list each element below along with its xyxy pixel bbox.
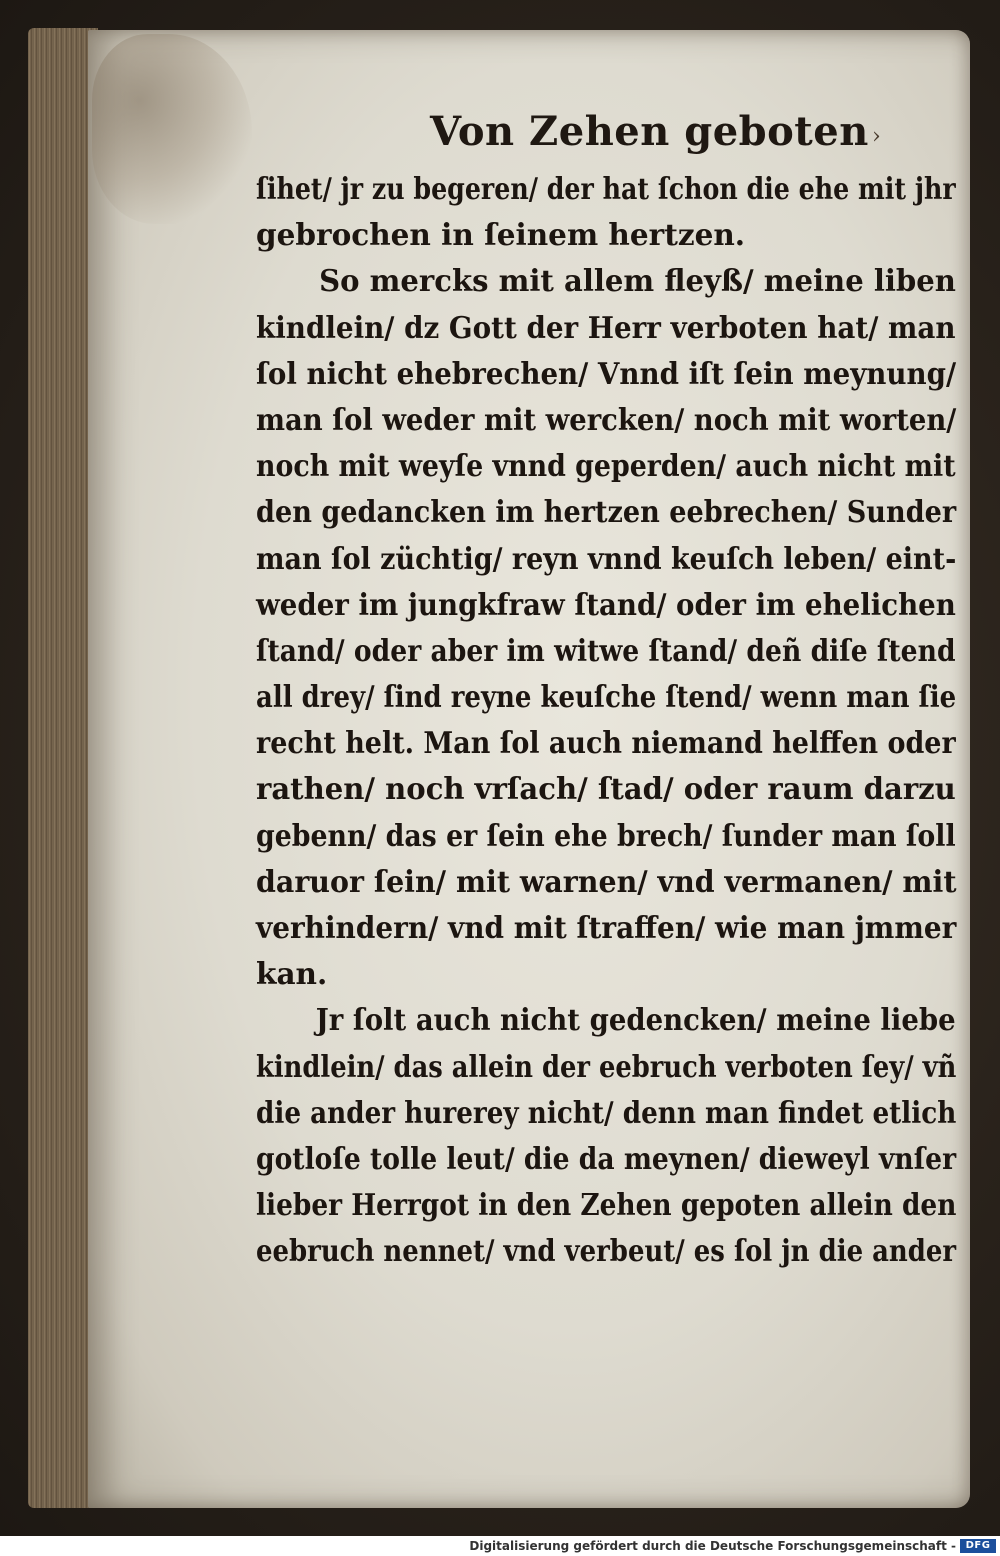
- text-line: kindlein/ dz Gott der Herr verboten hat/ man: [256, 309, 956, 345]
- text-line: verhindern/ vnd mit ſtraffen/ wie man jmmer: [256, 910, 957, 945]
- funding-credit: Digitalisierung gefördert durch die Deutsche Forschungsgemeinschaft -: [469, 1539, 956, 1553]
- text-line: gebrochen in ſeinem hertzen.: [256, 217, 746, 253]
- text-line: recht helt. Man ſol auch niemand helffen oder: [256, 725, 956, 761]
- text-line: all drey/ ſind reyne keuſche ſtend/ wenn man ſie: [256, 679, 957, 715]
- dfg-logo: DFG: [960, 1539, 996, 1553]
- text-line: kan.: [256, 956, 328, 992]
- text-line: man ſol weder mit wercken/ noch mit worten/: [256, 401, 957, 437]
- text-line: den gedancken im hertzen eebrechen/ Sunder: [256, 494, 957, 530]
- text-line: man ſol züchtig/ reyn vnnd keuſch leben/ eint-: [256, 540, 957, 576]
- text-line: gebenn/ das er ſein ehe brech/ ſunder man ſoll: [256, 817, 956, 853]
- text-line: ſihet/ jr zu begeren/ der hat ſchon die ehe mit jhr: [256, 171, 956, 206]
- text-line: weder im jungkfraw ſtand/ oder im ehelichen: [256, 586, 956, 622]
- header-mark: ›: [872, 124, 881, 149]
- running-head: Von Zehen geboten: [430, 108, 869, 155]
- text-line: lieber Herrgot in den Zehen gepoten allein den: [256, 1187, 957, 1223]
- text-line: eebruch nennet/ vnd verbeut/ es ſol jn die ander: [256, 1233, 957, 1269]
- text-line: gotloſe tolle leut/ die da meynen/ dieweyl vnſer: [256, 1140, 957, 1176]
- paragraph-start-line: So mercks mit allem fleyß/ meine liben: [319, 263, 956, 299]
- footer-bar: [0, 1536, 1000, 1556]
- text-line: rathen/ noch vrſach/ ſtad/ oder raum darzu: [256, 771, 956, 807]
- text-line: kindlein/ das allein der eebruch verboten ſey/ vñ: [256, 1048, 957, 1084]
- text-line: die ander hurerey nicht/ denn man findet etlich: [256, 1094, 957, 1130]
- text-line: ſtand/ oder aber im witwe ſtand/ deñ diſe ſtend: [256, 632, 956, 668]
- text-line: noch mit weyſe vnnd geperden/ auch nicht mit: [256, 448, 956, 484]
- text-line: daruor ſein/ mit warnen/ vnd vermanen/ mit: [256, 863, 957, 899]
- text-line: ſol nicht ehebrechen/ Vnnd iſt ſein meynung/: [256, 355, 957, 391]
- body-text: [256, 166, 956, 1275]
- paragraph-start-line: Jr ſolt auch nicht gedencken/ meine liebe: [315, 1002, 956, 1038]
